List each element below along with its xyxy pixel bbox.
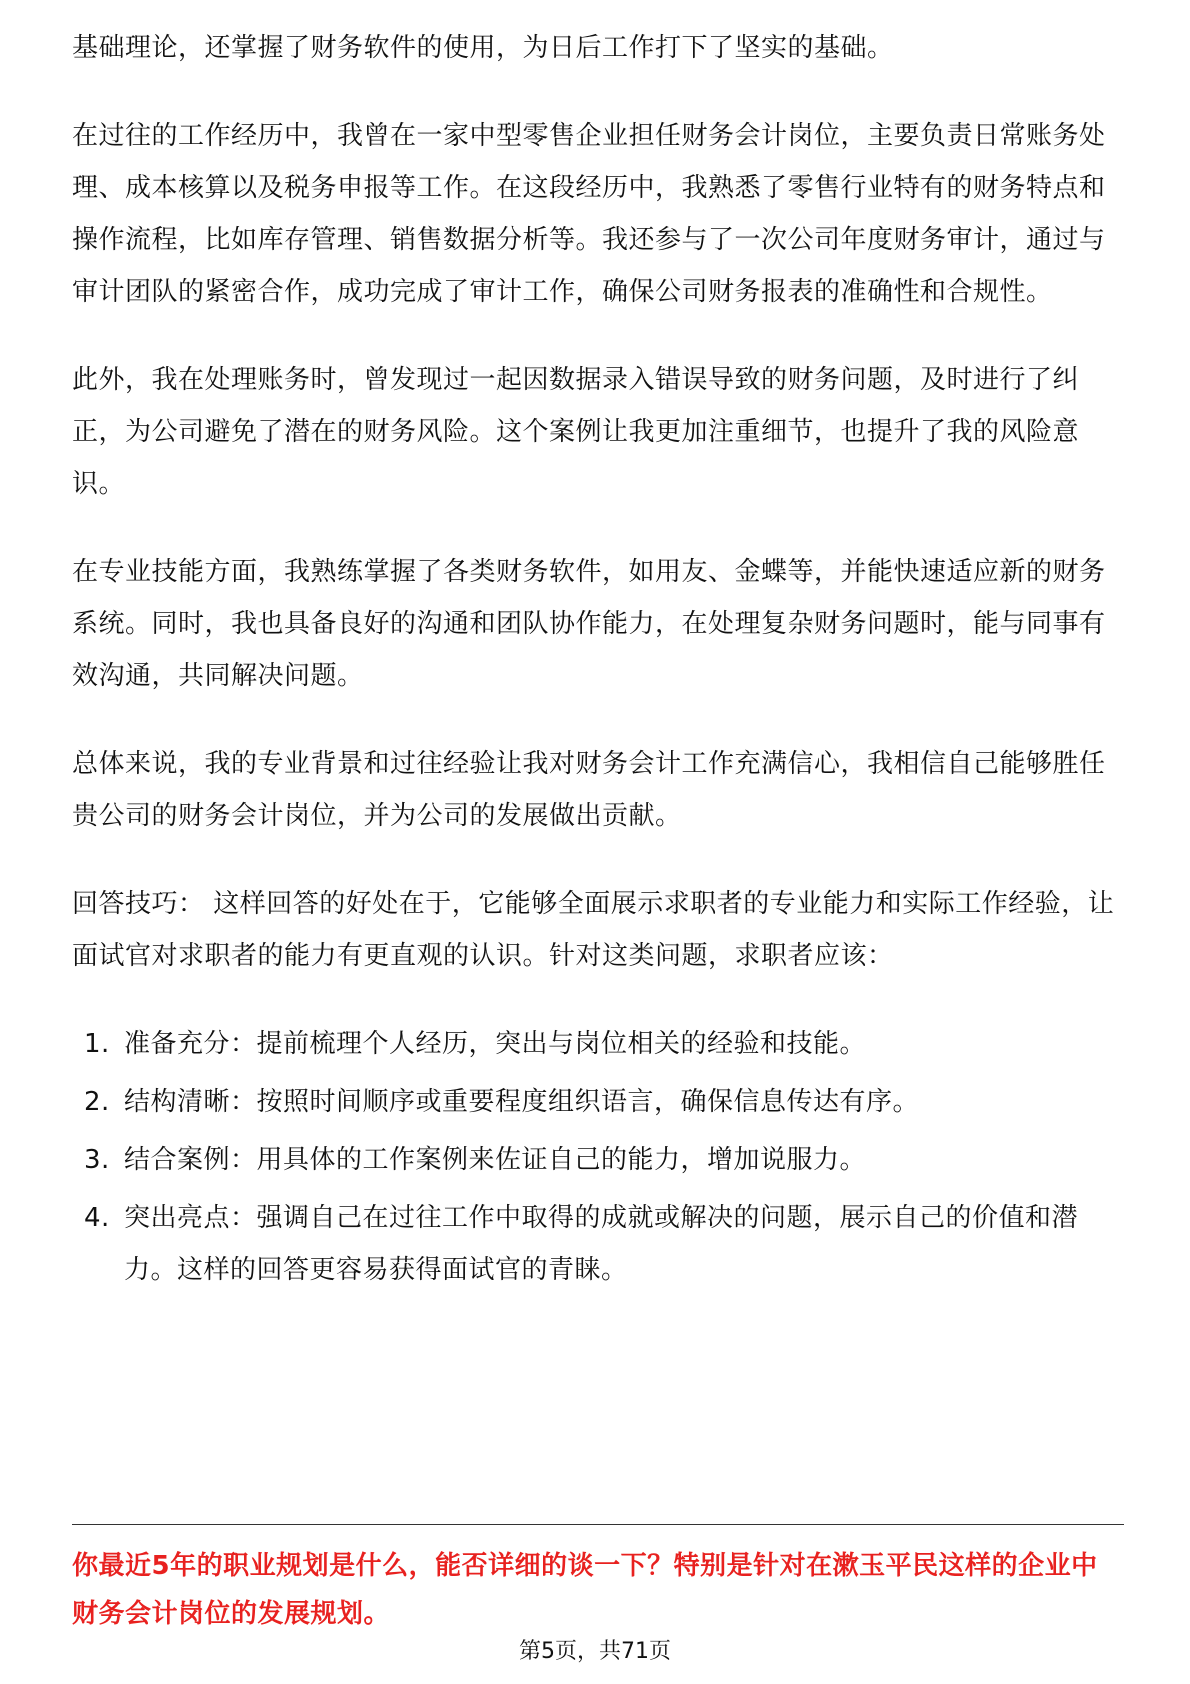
paragraph-skills: 在专业技能方面，我熟练掌握了各类财务软件，如用友、金蝶等，并能快速适应新的财务系统。同时，我也具备良好的沟通和团队协作能力，在处理复杂财务问题时，能与同事有效沟通，共同解决问题。: [72, 557, 1106, 691]
list-item-number: 1.: [84, 1029, 110, 1059]
list-item: [72, 1134, 1122, 1186]
list-item: [72, 1192, 1122, 1296]
list-item-text: 突出亮点：强调自己在过往工作中取得的成就或解决的问题，展示自己的价值和潜力。这样的回答更容易获得面试官的青睐。: [124, 1203, 1079, 1285]
document-body: [72, 22, 1122, 1302]
paragraph-education: 基础理论，还掌握了财务软件的使用，为日后工作打下了坚实的基础。: [72, 33, 894, 63]
next-question-heading: 你最近5年的职业规划是什么，能否详细的谈一下？特别是针对在漱玉平民这样的企业中财务会计岗位的发展规划。: [72, 1551, 1098, 1629]
page-footer: 第5页，共71页: [519, 1639, 671, 1664]
paragraph-case: 此外，我在处理账务时，曾发现过一起因数据录入错误导致的财务问题，及时进行了纠正，为公司避免了潜在的财务风险。这个案例让我更加注重细节，也提升了我的风险意识。: [72, 365, 1080, 499]
list-item-number: 4.: [84, 1203, 110, 1233]
list-item-text: 结构清晰：按照时间顺序或重要程度组织语言，确保信息传达有序。: [124, 1087, 920, 1117]
list-item-text: 准备充分：提前梳理个人经历，突出与岗位相关的经验和技能。: [124, 1029, 867, 1059]
list-item: [72, 1018, 1122, 1070]
list-item-number: 3.: [84, 1145, 110, 1175]
paragraph-summary: 总体来说，我的专业背景和过往经验让我对财务会计工作充满信心，我相信自己能够胜任贵公司的财务会计岗位，并为公司的发展做出贡献。: [72, 749, 1106, 831]
paragraph-answer-tips: 回答技巧： 这样回答的好处在于，它能够全面展示求职者的专业能力和实际工作经验，让面试官对求职者的能力有更直观的认识。针对这类问题，求职者应该：: [72, 889, 1115, 971]
list-item: [72, 1076, 1122, 1128]
list-item-text: 结合案例：用具体的工作案例来佐证自己的能力，增加说服力。: [124, 1145, 867, 1175]
list-item-number: 2.: [84, 1087, 110, 1117]
tips-list: [72, 1018, 1122, 1296]
section-divider: [72, 1524, 1124, 1525]
paragraph-work-experience: 在过往的工作经历中，我曾在一家中型零售企业担任财务会计岗位，主要负责日常账务处理、成本核算以及税务申报等工作。在这段经历中，我熟悉了零售行业特有的财务特点和操作流程，比如库存管理、销售数据分析等。我还参与了一次公司年度财务审计，通过与审计团队的紧密合作，成功完成了审计工作，确保公司财务报表的准确性和合规性。: [72, 121, 1106, 307]
